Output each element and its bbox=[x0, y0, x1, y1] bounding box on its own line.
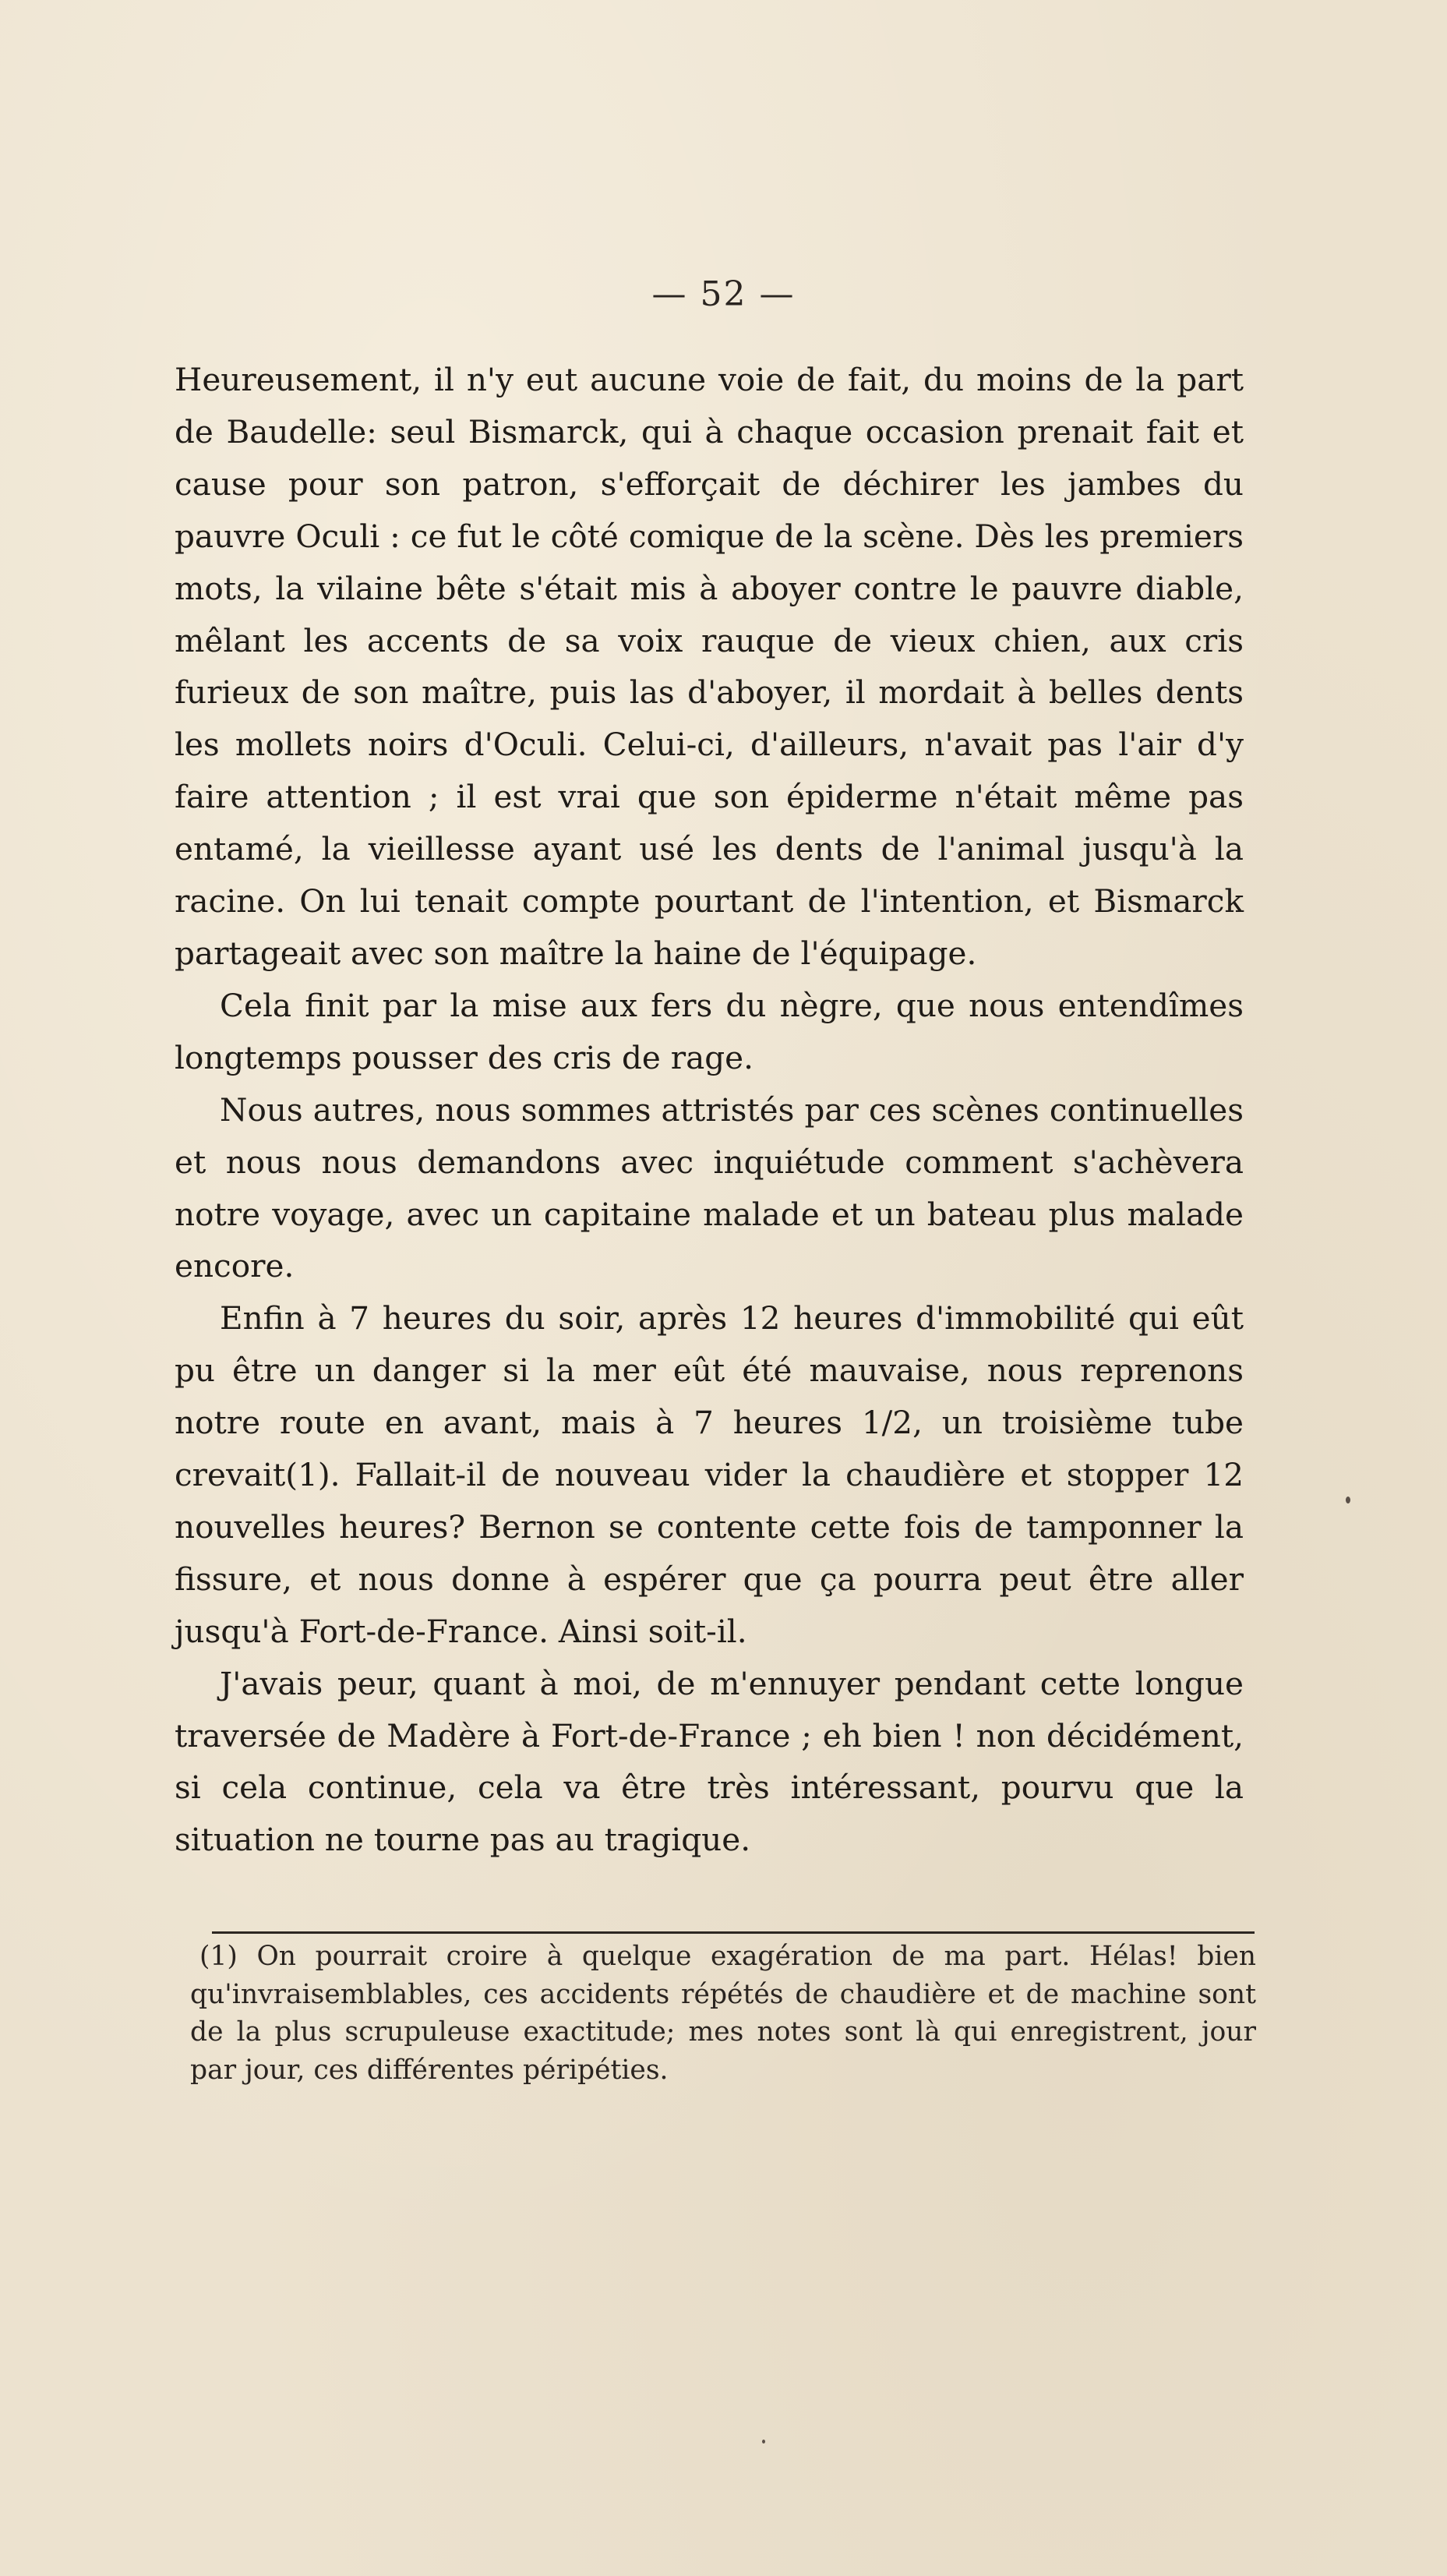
paragraph-4: Enfin à 7 heures du soir, après 12 heures d'immobilité qui eût pu être un danger si la mer eût été mauvaise, nous reprenons notre route en avant, mais à 7 heures 1/2, un troisième tube crevait(1). Fallait-il de nouveau vider la chaudière et stopper 12 nouvelles heures? Bernon se contente cette fois de tamponner la fissure, et nous donne à espérer que ça pourra peut être aller jusqu'à Fort-de-France. Ainsi soit-il. bbox=[175, 1299, 1244, 1650]
footnote-divider bbox=[212, 1931, 1255, 1934]
paragraph-5: J'avais peur, quant à moi, de m'ennuyer pendant cette longue traversée de Madère à Fort-de-France ; eh bien ! non décidément, si cela continue, cela va être très intéressant, pourvu que la situation ne tourne pas au tragique. bbox=[175, 1664, 1244, 1859]
main-text bbox=[175, 354, 1244, 1866]
paragraph-3: Nous autres, nous sommes attristés par ces scènes continuelles et nous nous demandons avec inquiétude comment s'achèvera notre voyage, avec un capitaine malade et un bateau plus malade encore. bbox=[175, 1090, 1244, 1285]
footnote-text: (1) On pourrait croire à quelque exagération de ma part. Hélas! bien qu'invraisemblables, ces accidents répétés de chaudière et de machine sont de la plus scrupuleuse exactitude; mes notes sont là qui enregistrent, jour par jour, ces différentes péripéties. bbox=[190, 1941, 1256, 2086]
ink-speck bbox=[762, 2440, 765, 2443]
page-number: — 52 — bbox=[651, 274, 796, 314]
paragraph-2: Cela finit par la mise aux fers du nègre, que nous entendîmes longtemps pousser des cris de rage. bbox=[175, 986, 1244, 1076]
ink-speck bbox=[1346, 1496, 1350, 1504]
footnote bbox=[190, 1938, 1256, 2089]
paragraph-1: Heureusement, il n'y eut aucune voie de fait, du moins de la part de Baudelle: seul Bismarck, qui à chaque occasion prenait fait et cause pour son patron, s'efforçait de déchirer les jambes du pauvre Oculi : ce fut le côté comique de la scène. Dès les premiers mots, la vilaine bête s'était mis à aboyer contre le pauvre diable, mêlant les accents de sa voix rauque de vieux chien, aux cris furieux de son maître, puis las d'aboyer, il mordait à belles dents les mollets noirs d'Oculi. Celui-ci, d'ailleurs, n'avait pas l'air d'y faire attention ; il est vrai que son épiderme n'était même pas entamé, la vieillesse ayant usé les dents de l'animal jusqu'à la racine. On lui tenait compte pourtant de l'intention, et Bismarck partageait avec son maître la haine de l'équipage. bbox=[175, 361, 1244, 972]
